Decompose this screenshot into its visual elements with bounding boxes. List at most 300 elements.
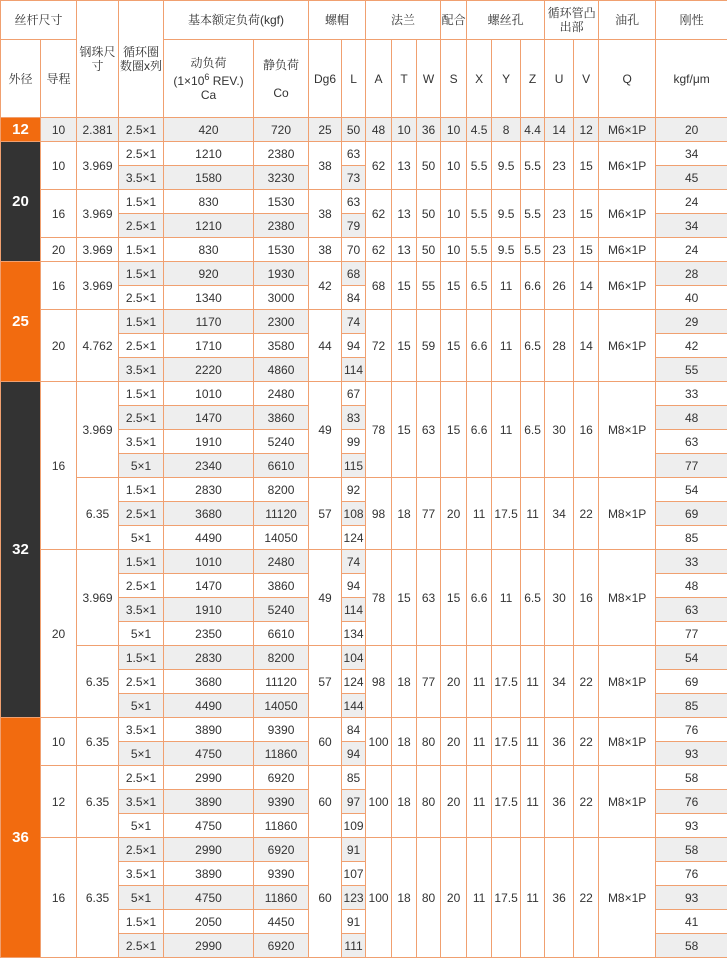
co-cell: 9390	[254, 718, 309, 742]
static-load-symbol: Co	[273, 86, 288, 100]
table-row	[1, 550, 727, 574]
circ-cell: 1.5×1	[119, 310, 164, 334]
S-cell: 10	[441, 142, 467, 190]
Q-cell: M6×1P	[599, 142, 656, 190]
L-cell: 84	[342, 718, 366, 742]
U-cell: 23	[545, 238, 574, 262]
co-cell: 1530	[254, 190, 309, 214]
ca-cell: 1470	[164, 574, 254, 598]
stiff-cell: 85	[656, 526, 727, 550]
dg6-cell: 60	[309, 838, 342, 958]
S-cell: 20	[441, 766, 467, 838]
V-cell: 16	[574, 382, 599, 478]
V-cell: 22	[574, 766, 599, 838]
ca-cell: 3890	[164, 718, 254, 742]
circuits-header: 循环圈数圈x列	[119, 1, 164, 118]
A-cell: 98	[366, 478, 392, 550]
load-rating-header: 基本额定负荷(kgf)	[164, 1, 309, 40]
A-cell: 62	[366, 238, 392, 262]
U-cell: 26	[545, 262, 574, 310]
Y-cell: 17.5	[492, 718, 521, 766]
co-cell: 9390	[254, 862, 309, 886]
dg6-cell: 60	[309, 718, 342, 766]
circ-cell: 2.5×1	[119, 142, 164, 166]
circ-cell: 5×1	[119, 526, 164, 550]
co-cell: 9390	[254, 790, 309, 814]
Y-cell: 8	[492, 118, 521, 142]
Y-cell: 17.5	[492, 766, 521, 838]
dynamic-load-header	[164, 40, 254, 118]
Q-cell: M8×1P	[599, 766, 656, 838]
W-cell: 36	[417, 118, 441, 142]
A-cell: 78	[366, 382, 392, 478]
V-cell: 12	[574, 118, 599, 142]
ball-cell: 6.35	[77, 838, 119, 958]
W-cell: 50	[417, 238, 441, 262]
co-cell: 6920	[254, 766, 309, 790]
stiff-cell: 48	[656, 574, 727, 598]
S-cell: 20	[441, 478, 467, 550]
y-header: Y	[492, 40, 521, 118]
ball-cell: 4.762	[77, 310, 119, 382]
circ-cell: 2.5×1	[119, 670, 164, 694]
co-cell: 6610	[254, 622, 309, 646]
co-cell: 14050	[254, 526, 309, 550]
lead-cell: 16	[41, 838, 77, 958]
Y-cell: 17.5	[492, 478, 521, 550]
co-cell: 2380	[254, 142, 309, 166]
L-cell: 109	[342, 814, 366, 838]
stiff-cell: 93	[656, 742, 727, 766]
L-cell: 68	[342, 262, 366, 286]
Y-cell: 11	[492, 550, 521, 646]
stiff-cell: 28	[656, 262, 727, 286]
circ-cell: 5×1	[119, 454, 164, 478]
stiff-cell: 48	[656, 406, 727, 430]
co-cell: 11860	[254, 814, 309, 838]
dg6-cell: 49	[309, 382, 342, 478]
X-cell: 6.5	[467, 262, 492, 310]
circ-cell: 1.5×1	[119, 910, 164, 934]
U-cell: 36	[545, 718, 574, 766]
table-row	[1, 382, 727, 406]
A-cell: 48	[366, 118, 392, 142]
ca-cell: 3890	[164, 790, 254, 814]
stiff-cell: 45	[656, 166, 727, 190]
L-cell: 67	[342, 382, 366, 406]
ca-cell: 4490	[164, 526, 254, 550]
co-cell: 2480	[254, 550, 309, 574]
stiff-cell: 40	[656, 286, 727, 310]
ca-cell: 4490	[164, 694, 254, 718]
dg6-cell: 38	[309, 190, 342, 238]
circ-cell: 2.5×1	[119, 334, 164, 358]
V-cell: 16	[574, 550, 599, 646]
ca-cell: 2990	[164, 838, 254, 862]
stiff-cell: 58	[656, 766, 727, 790]
a-header: A	[366, 40, 392, 118]
V-cell: 22	[574, 838, 599, 958]
ball-cell: 6.35	[77, 646, 119, 718]
circ-cell: 5×1	[119, 886, 164, 910]
A-cell: 98	[366, 646, 392, 718]
circ-cell: 2.5×1	[119, 502, 164, 526]
ca-cell: 1910	[164, 430, 254, 454]
ca-cell: 2340	[164, 454, 254, 478]
T-cell: 18	[392, 718, 417, 766]
ca-cell: 2830	[164, 478, 254, 502]
outer-diameter-cell: 20	[1, 142, 41, 262]
ball-cell: 6.35	[77, 718, 119, 766]
V-cell: 22	[574, 478, 599, 550]
Z-cell: 11	[521, 766, 545, 838]
table-row	[1, 838, 727, 862]
co-cell: 1530	[254, 238, 309, 262]
table-row	[1, 238, 727, 262]
ball-cell: 3.969	[77, 262, 119, 310]
U-cell: 34	[545, 646, 574, 718]
table-body	[1, 1, 727, 958]
outer-diameter-cell: 36	[1, 718, 41, 958]
co-cell: 3000	[254, 286, 309, 310]
stiff-cell: 24	[656, 190, 727, 214]
circ-cell: 3.5×1	[119, 862, 164, 886]
Z-cell: 6.5	[521, 382, 545, 478]
L-cell: 111	[342, 934, 366, 958]
T-cell: 13	[392, 238, 417, 262]
flange-header: 法兰	[366, 1, 441, 40]
L-cell: 50	[342, 118, 366, 142]
L-cell: 79	[342, 214, 366, 238]
s-header: S	[441, 40, 467, 118]
ca-cell: 920	[164, 262, 254, 286]
ca-cell: 1910	[164, 598, 254, 622]
W-cell: 80	[417, 766, 441, 838]
co-cell: 5240	[254, 598, 309, 622]
ca-cell: 4750	[164, 742, 254, 766]
dg6-cell: 60	[309, 766, 342, 838]
L-cell: 84	[342, 286, 366, 310]
U-cell: 28	[545, 310, 574, 382]
stiff-cell: 54	[656, 646, 727, 670]
return-tube-header: 循环管凸出部	[545, 1, 599, 40]
stiff-cell: 76	[656, 862, 727, 886]
ball-cell: 3.969	[77, 550, 119, 646]
lead-header: 导程	[41, 40, 77, 118]
stiff-cell: 54	[656, 478, 727, 502]
outer-diameter-cell: 12	[1, 118, 41, 142]
V-cell: 15	[574, 190, 599, 238]
Q-cell: M8×1P	[599, 550, 656, 646]
W-cell: 77	[417, 646, 441, 718]
ca-cell: 2350	[164, 622, 254, 646]
T-cell: 18	[392, 646, 417, 718]
A-cell: 78	[366, 550, 392, 646]
L-cell: 94	[342, 574, 366, 598]
Z-cell: 11	[521, 478, 545, 550]
Q-cell: M6×1P	[599, 118, 656, 142]
T-cell: 18	[392, 478, 417, 550]
co-cell: 2480	[254, 382, 309, 406]
L-cell: 73	[342, 166, 366, 190]
co-cell: 4450	[254, 910, 309, 934]
dg6-cell: 25	[309, 118, 342, 142]
L-cell: 85	[342, 766, 366, 790]
L-cell: 92	[342, 478, 366, 502]
stiff-cell: 33	[656, 382, 727, 406]
Z-cell: 5.5	[521, 238, 545, 262]
X-cell: 11	[467, 646, 492, 718]
stiff-cell: 93	[656, 886, 727, 910]
X-cell: 6.6	[467, 382, 492, 478]
U-cell: 30	[545, 550, 574, 646]
Z-cell: 11	[521, 838, 545, 958]
L-cell: 115	[342, 454, 366, 478]
static-load-label: 静负荷	[263, 58, 299, 72]
outer-diameter-cell: 25	[1, 262, 41, 382]
circ-cell: 1.5×1	[119, 550, 164, 574]
co-cell: 8200	[254, 478, 309, 502]
ca-cell: 830	[164, 238, 254, 262]
circ-cell: 2.5×1	[119, 286, 164, 310]
nut-header: 螺帽	[309, 1, 366, 40]
ca-cell: 3680	[164, 502, 254, 526]
ca-cell: 2990	[164, 934, 254, 958]
circ-cell: 5×1	[119, 694, 164, 718]
U-cell: 23	[545, 142, 574, 190]
T-cell: 18	[392, 766, 417, 838]
W-cell: 50	[417, 142, 441, 190]
lead-cell: 12	[41, 766, 77, 838]
V-cell: 15	[574, 142, 599, 190]
circ-cell: 1.5×1	[119, 190, 164, 214]
Q-cell: M6×1P	[599, 310, 656, 382]
X-cell: 5.5	[467, 190, 492, 238]
Q-cell: M6×1P	[599, 190, 656, 238]
L-cell: 94	[342, 742, 366, 766]
L-cell: 91	[342, 910, 366, 934]
L-cell: 99	[342, 430, 366, 454]
L-cell: 74	[342, 550, 366, 574]
u-header: U	[545, 40, 574, 118]
Z-cell: 11	[521, 718, 545, 766]
dg6-cell: 49	[309, 550, 342, 646]
Z-cell: 4.4	[521, 118, 545, 142]
Q-cell: M8×1P	[599, 646, 656, 718]
A-cell: 62	[366, 190, 392, 238]
S-cell: 20	[441, 646, 467, 718]
table-row	[1, 310, 727, 334]
X-cell: 4.5	[467, 118, 492, 142]
Z-cell: 11	[521, 646, 545, 718]
lead-cell: 16	[41, 382, 77, 550]
ca-cell: 1210	[164, 214, 254, 238]
W-cell: 63	[417, 550, 441, 646]
stiff-cell: 58	[656, 934, 727, 958]
q-header: Q	[599, 40, 656, 118]
T-cell: 18	[392, 838, 417, 958]
stiff-cell: 76	[656, 718, 727, 742]
stiff-cell: 69	[656, 670, 727, 694]
co-cell: 6920	[254, 838, 309, 862]
circ-cell: 3.5×1	[119, 430, 164, 454]
X-cell: 5.5	[467, 238, 492, 262]
screw-size-header: 丝杆尺寸	[1, 1, 77, 40]
dg6-cell: 57	[309, 646, 342, 718]
lead-cell: 20	[41, 310, 77, 382]
ball-cell: 2.381	[77, 118, 119, 142]
L-cell: 108	[342, 502, 366, 526]
co-cell: 720	[254, 118, 309, 142]
ca-cell: 4750	[164, 814, 254, 838]
lead-cell: 16	[41, 262, 77, 310]
S-cell: 15	[441, 262, 467, 310]
circ-cell: 1.5×1	[119, 382, 164, 406]
w-header: W	[417, 40, 441, 118]
outer-diameter-cell: 32	[1, 382, 41, 718]
ca-cell: 2830	[164, 646, 254, 670]
L-cell: 144	[342, 694, 366, 718]
X-cell: 11	[467, 766, 492, 838]
Z-cell: 5.5	[521, 142, 545, 190]
Q-cell: M8×1P	[599, 838, 656, 958]
lead-cell: 10	[41, 718, 77, 766]
circ-cell: 1.5×1	[119, 262, 164, 286]
outer-dia-header: 外径	[1, 40, 41, 118]
ca-cell: 3890	[164, 862, 254, 886]
dg6-cell: 38	[309, 238, 342, 262]
stiff-cell: 76	[656, 790, 727, 814]
co-cell: 2300	[254, 310, 309, 334]
stiff-cell: 69	[656, 502, 727, 526]
circ-cell: 1.5×1	[119, 646, 164, 670]
L-cell: 134	[342, 622, 366, 646]
L-cell: 94	[342, 334, 366, 358]
co-cell: 11120	[254, 670, 309, 694]
ball-cell: 6.35	[77, 478, 119, 550]
X-cell: 11	[467, 838, 492, 958]
table-row	[1, 142, 727, 166]
S-cell: 20	[441, 838, 467, 958]
circ-cell: 5×1	[119, 622, 164, 646]
stiff-cell: 20	[656, 118, 727, 142]
z-header: Z	[521, 40, 545, 118]
bolt-hole-header: 螺丝孔	[467, 1, 545, 40]
stiff-cell: 63	[656, 430, 727, 454]
circ-cell: 5×1	[119, 814, 164, 838]
Q-cell: M8×1P	[599, 478, 656, 550]
dynamic-load-symbol: Ca	[201, 88, 216, 102]
dg6-cell: 42	[309, 262, 342, 310]
W-cell: 55	[417, 262, 441, 310]
stiff-cell: 77	[656, 454, 727, 478]
stiff-cell: 93	[656, 814, 727, 838]
circ-cell: 2.5×1	[119, 118, 164, 142]
T-cell: 15	[392, 262, 417, 310]
L-cell: 114	[342, 598, 366, 622]
S-cell: 15	[441, 550, 467, 646]
L-cell: 70	[342, 238, 366, 262]
l-header: L	[342, 40, 366, 118]
T-cell: 15	[392, 382, 417, 478]
ca-cell: 1170	[164, 310, 254, 334]
L-cell: 97	[342, 790, 366, 814]
stiff-cell: 34	[656, 214, 727, 238]
table-row	[1, 118, 727, 142]
table-row	[1, 718, 727, 742]
L-cell: 63	[342, 190, 366, 214]
T-cell: 10	[392, 118, 417, 142]
stiff-cell: 29	[656, 310, 727, 334]
header-row-1	[1, 1, 727, 40]
V-cell: 22	[574, 718, 599, 766]
dynamic-load-label: 动负荷	[191, 56, 227, 70]
ca-cell: 1470	[164, 406, 254, 430]
L-cell: 114	[342, 358, 366, 382]
ball-cell: 3.969	[77, 238, 119, 262]
co-cell: 14050	[254, 694, 309, 718]
stiffness-header: 刚性	[656, 1, 727, 40]
co-cell: 5240	[254, 430, 309, 454]
T-cell: 15	[392, 550, 417, 646]
W-cell: 80	[417, 718, 441, 766]
S-cell: 15	[441, 310, 467, 382]
circ-cell: 2.5×1	[119, 766, 164, 790]
stiff-cell: 77	[656, 622, 727, 646]
L-cell: 124	[342, 526, 366, 550]
co-cell: 11860	[254, 886, 309, 910]
A-cell: 62	[366, 142, 392, 190]
co-cell: 2380	[254, 214, 309, 238]
U-cell: 23	[545, 190, 574, 238]
lead-cell: 20	[41, 550, 77, 718]
U-cell: 36	[545, 838, 574, 958]
stiff-cell: 41	[656, 910, 727, 934]
T-cell: 13	[392, 142, 417, 190]
ca-cell: 1210	[164, 142, 254, 166]
v-header: V	[574, 40, 599, 118]
circ-cell: 1.5×1	[119, 238, 164, 262]
L-cell: 63	[342, 142, 366, 166]
V-cell: 14	[574, 262, 599, 310]
co-cell: 4860	[254, 358, 309, 382]
fit-header: 配合	[441, 1, 467, 40]
U-cell: 14	[545, 118, 574, 142]
co-cell: 3860	[254, 406, 309, 430]
oil-hole-header: 油孔	[599, 1, 656, 40]
circ-cell: 3.5×1	[119, 358, 164, 382]
Y-cell: 11	[492, 262, 521, 310]
stiffness-unit-header: kgf/μm	[656, 40, 727, 118]
V-cell: 22	[574, 646, 599, 718]
stiff-cell: 42	[656, 334, 727, 358]
circ-cell: 2.5×1	[119, 574, 164, 598]
stiff-cell: 24	[656, 238, 727, 262]
static-load-header	[254, 40, 309, 118]
ball-cell: 3.969	[77, 190, 119, 238]
L-cell: 124	[342, 670, 366, 694]
circ-cell: 2.5×1	[119, 214, 164, 238]
table-row	[1, 766, 727, 790]
T-cell: 15	[392, 310, 417, 382]
co-cell: 3580	[254, 334, 309, 358]
dynamic-load-rev: ($1\times 10^6$ REV.)	[173, 74, 243, 88]
stiff-cell: 33	[656, 550, 727, 574]
Y-cell: 11	[492, 382, 521, 478]
S-cell: 20	[441, 718, 467, 766]
ca-cell: 2220	[164, 358, 254, 382]
circ-cell: 1.5×1	[119, 478, 164, 502]
